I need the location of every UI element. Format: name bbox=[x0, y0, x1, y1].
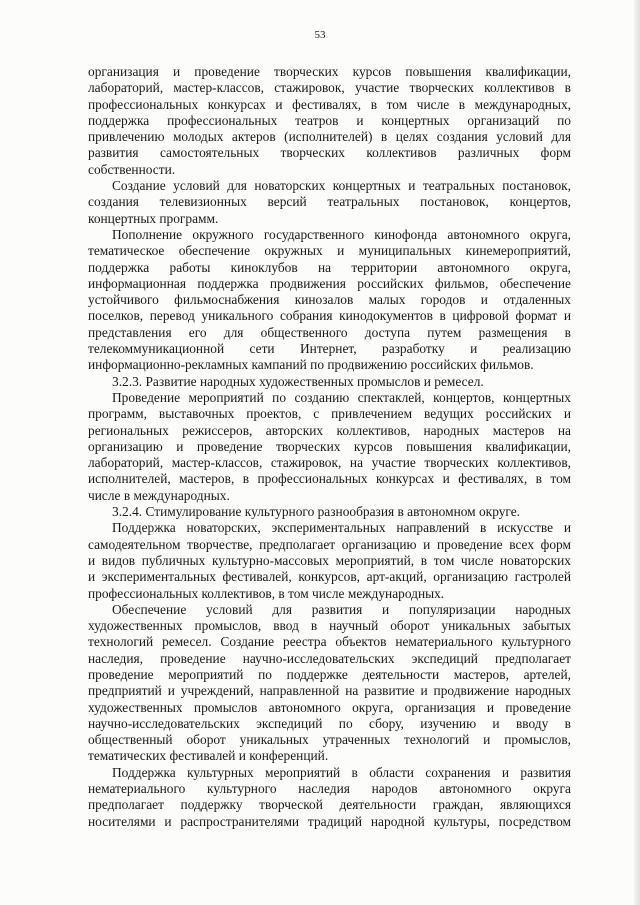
text-line: поселков, перевод уникального собрания кинодокументов в цифровой формат и bbox=[88, 308, 571, 324]
text-line: поддержка работы киноклубов на территории автономного округа, bbox=[88, 259, 571, 275]
text-line: развития самостоятельных творческих коллективов различных форм bbox=[88, 145, 571, 161]
text-line: профессиональных конкурсах и фестивалях, в том числе в международных, bbox=[88, 96, 571, 112]
text-line: организацию и проведение творческих курсов повышения квалификации, bbox=[88, 438, 571, 454]
text-line: предполагает поддержку творческой деятельности граждан, являющихся bbox=[88, 797, 571, 813]
text-line: Пополнение окружного государственного кинофонда автономного округа, bbox=[112, 226, 571, 242]
text-line: региональных режиссеров, авторских коллективов, народных мастеров на bbox=[88, 422, 571, 438]
text-line: представления его для общественного доступа путем размещения в bbox=[88, 324, 571, 340]
text-line: лабораторий, мастер-классов, стажировок, на участие творческих коллективов, bbox=[88, 455, 571, 471]
text-line: Проведение мероприятий по созданию спектаклей, концертов, концертных bbox=[112, 389, 571, 405]
text-line: информационно-рекламных кампаний по продвижению российских фильмов. bbox=[88, 357, 534, 373]
text-line: программ, выставочных проектов, с привлечением ведущих российских и bbox=[88, 406, 571, 422]
text-line: Обеспечение условий для развития и популяризации народных bbox=[112, 601, 571, 617]
text-line: лабораторий, мастер-классов, стажировок, участие творческих коллективов в bbox=[88, 80, 571, 96]
text-line: телекоммуникационной сети Интернет, разработку и реализацию bbox=[88, 341, 571, 357]
text-line: тематических фестивалей и конференций. bbox=[88, 748, 329, 764]
text-line: собственности. bbox=[88, 161, 176, 177]
text-line: организация и проведение творческих курсов повышения квалификации, bbox=[88, 64, 571, 79]
text-line: профессиональных коллективов, в том числе международных. bbox=[88, 585, 445, 601]
text-line: Поддержка новаторских, экспериментальных направлений в искусстве и bbox=[112, 520, 571, 536]
text-line: проведение мероприятий по поддержке деятельности мастеров, артелей, bbox=[88, 666, 571, 682]
text-line: Создание условий для новаторских концертных и театральных постановок, bbox=[112, 178, 571, 194]
text-line: и видов публичных культурно-массовых мероприятий, в том числе новаторских bbox=[88, 552, 571, 568]
text-line: самодеятельном творчестве, предполагает организацию и проведение всех форм bbox=[88, 536, 571, 552]
text-line: устойчивого фильмоснабжения кинозалов малых городов и отдаленных bbox=[88, 292, 571, 308]
text-line: привлечению молодых актеров (исполнителей) в целях создания условий для bbox=[88, 129, 571, 145]
page-number: 53 bbox=[314, 29, 326, 41]
page-edge-shadow bbox=[634, 0, 640, 905]
text-line: предприятий и учреждений, направленной на развитие и продвижение народных bbox=[88, 683, 571, 699]
text-line: технологий ремесел. Создание реестра объектов нематериального культурного bbox=[88, 634, 571, 650]
text-line: общественный оборот уникальных утраченных технологий и промыслов, bbox=[88, 732, 571, 748]
text-line: концертных программ. bbox=[88, 210, 219, 226]
text-line: числе в международных. bbox=[88, 487, 230, 503]
text-line: научно-исследовательских экспедиций по сбору, изучению и вводу в bbox=[88, 715, 571, 731]
text-line: 3.2.3. Развитие народных художественных промыслов и ремесел. bbox=[112, 373, 484, 389]
text-line: и экспериментальных фестивалей, конкурсов, арт-акций, организацию гастролей bbox=[88, 569, 571, 585]
text-line: тематическое обеспечение окружных и муниципальных кинемероприятий, bbox=[88, 243, 571, 259]
text-line: 3.2.4. Стимулирование культурного разнообразия в автономном округе. bbox=[112, 504, 521, 520]
text-line: нематериального культурного наследия народов автономного округа bbox=[88, 781, 571, 797]
text-line: исполнителей, мастеров, в профессиональных конкурсах и фестивалях, в том bbox=[88, 471, 571, 487]
text-line: поддержка профессиональных театров и концертных организаций по bbox=[88, 112, 571, 128]
text-line: информационная поддержка продвижения российских фильмов, обеспечение bbox=[88, 275, 571, 291]
text-line: носителями и распространителями традиций народной культуры, посредством bbox=[88, 813, 571, 829]
text-line: Поддержка культурных мероприятий в области сохранения и развития bbox=[112, 764, 571, 780]
text-line: художественных промыслов автономного округа, организация и проведение bbox=[88, 699, 571, 715]
text-line: наследия, проведение научно-исследовательских экспедиций предполагает bbox=[88, 650, 571, 666]
text-line: создания телевизионных версий театральных постановок, концертов, bbox=[88, 194, 571, 210]
document-body bbox=[88, 64, 571, 830]
text-line: художественных промыслов, ввод в научный оборот уникальных забытых bbox=[88, 618, 571, 634]
